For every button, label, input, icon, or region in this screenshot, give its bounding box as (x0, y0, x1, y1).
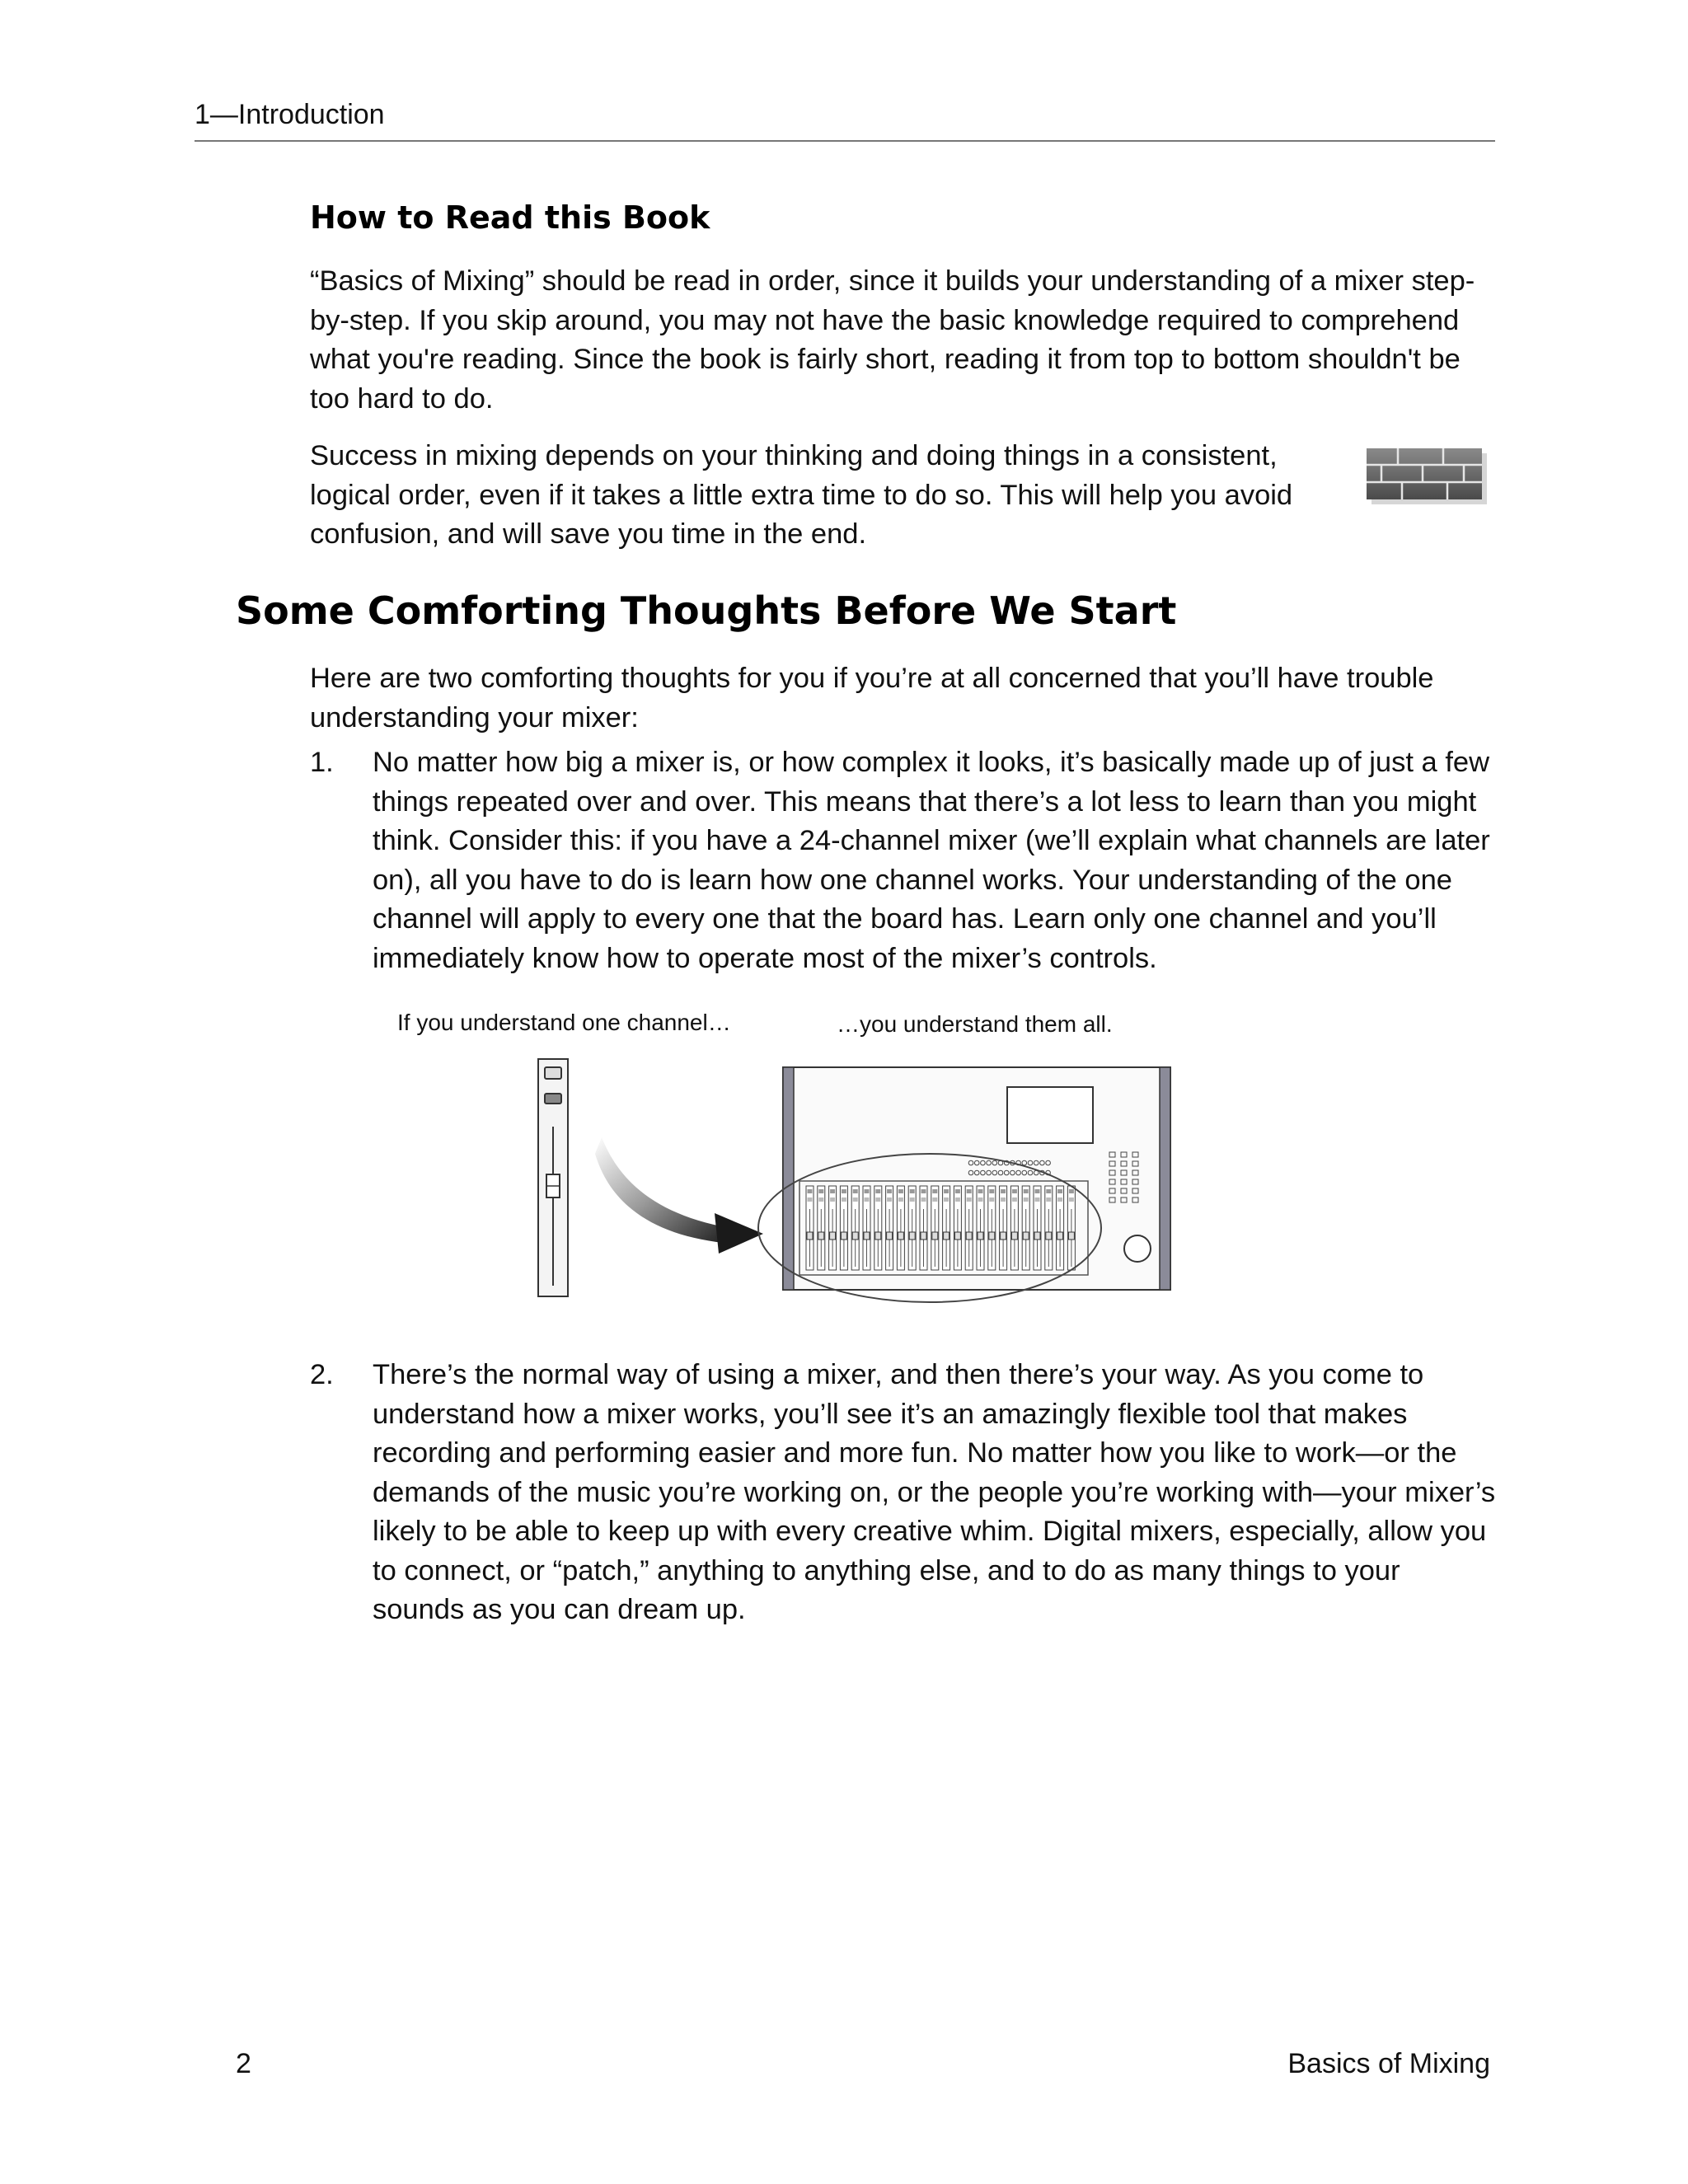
fader-strip (965, 1186, 973, 1270)
section-title-comforting: Some Comforting Thoughts Before We Start (236, 588, 1177, 633)
single-channel-strip (538, 1059, 568, 1296)
fader-strip (851, 1186, 859, 1270)
fader-strip (1045, 1186, 1053, 1270)
fader-strip (1034, 1186, 1041, 1270)
fader-strip (829, 1186, 837, 1270)
fader-strip (863, 1186, 870, 1270)
footer-book-title: Basics of Mixing (1287, 2048, 1490, 2079)
paragraph-consistency: Success in mixing depends on your thinking and doing things in a consistent, logical order, even if it takes a little extra time to do so. This will help you avoid confusion, and will save you time in the end. (310, 440, 1293, 550)
fader-strip (988, 1186, 996, 1270)
fader-strip (886, 1186, 893, 1270)
fader-strip (806, 1186, 814, 1270)
curved-arrow (595, 1137, 763, 1254)
fader-strip (1000, 1186, 1007, 1270)
fader-strip (840, 1186, 847, 1270)
fader-strip (931, 1186, 939, 1270)
list-text: There’s the normal way of using a mixer, and then there’s your way. As you come to understand how a mixer works, you’ll see it’s an amazingly flexible tool that makes recording and performing easier and more fun. No matter how you like to work—or the demands of the music you’re working on, or the people you’re working with—your mixer’s likely to be able to keep up with every creative whim. Digital mixers, especially, allow you to connect, or “patch,” anything to anything else, and to do as many things to your sounds as you can dream up. (373, 1359, 1496, 1625)
fader-strip (908, 1186, 916, 1270)
list-number: 1. (310, 747, 334, 778)
fader-strip (897, 1186, 904, 1270)
mixer-figure (379, 1001, 1203, 1315)
section-title-read: How to Read this Book (310, 199, 710, 236)
fader-strip (1067, 1186, 1075, 1270)
fader-strip (954, 1186, 961, 1270)
running-head: 1—Introduction (195, 99, 385, 130)
fader-strip (920, 1186, 927, 1270)
brick-wall-icon (1365, 447, 1489, 506)
fader-strip (1022, 1186, 1029, 1270)
paragraph-read-order: “Basics of Mixing” should be read in order, since it builds your understanding of a mixer step-by-step. If you skip around, you may not have the basic knowledge required to comprehend what you're reading. Since the book is fairly short, reading it from top to bottom shouldn't be too hard to do. (310, 265, 1475, 415)
header-rule (195, 140, 1495, 142)
list-number: 2. (310, 1359, 334, 1390)
fader-strip (818, 1186, 825, 1270)
fader-strip (943, 1186, 950, 1270)
list-text: No matter how big a mixer is, or how complex it looks, it’s basically made up of just a few things repeated over and over. This means that there’s a lot less to learn than you might think. Consider this: if you have a 24-channel mixer (we’ll explain what channels are later on), all you have to do is learn how one channel works. Your understanding of the one channel will apply to every one that the board has. Learn only one channel and you’ll immediately know how to operate most of the mixer’s controls. (373, 747, 1490, 974)
fader-strip (874, 1186, 882, 1270)
figure-caption-right: …you understand them all. (837, 1011, 1113, 1037)
figure-caption-left: If you understand one channel… (397, 1010, 731, 1035)
fader-strip (1057, 1186, 1064, 1270)
page-number: 2 (236, 2048, 251, 2079)
paragraph-intro: Here are two comforting thoughts for you if you’re at all concerned that you’ll have trouble understanding your mixer: (310, 663, 1434, 733)
fader-strip (977, 1186, 984, 1270)
fader-strip (1010, 1186, 1018, 1270)
mixer-illustration (379, 1001, 1203, 1315)
mixer-console (758, 1067, 1170, 1302)
